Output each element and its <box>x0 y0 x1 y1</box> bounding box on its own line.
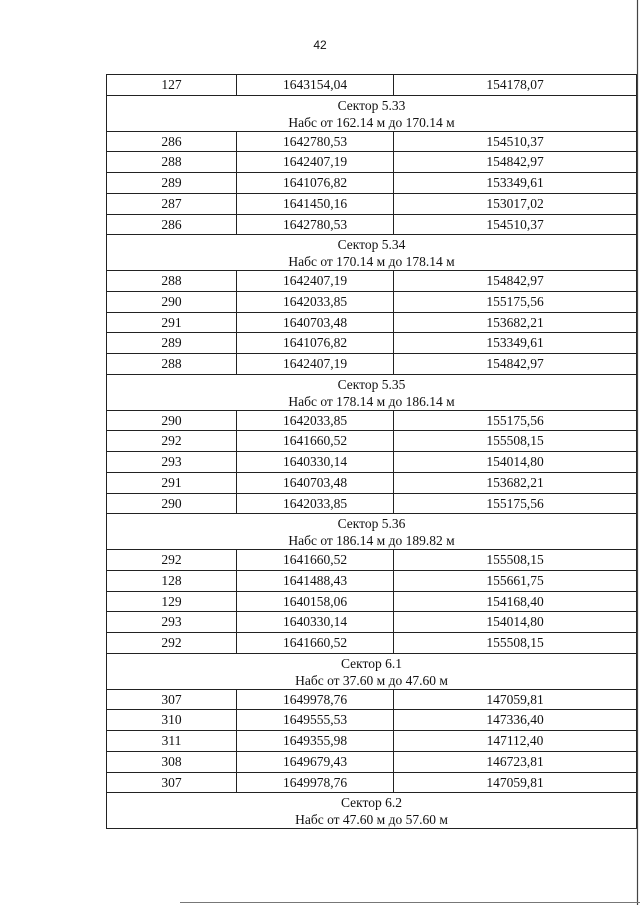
point-number-cell: 292 <box>107 633 237 654</box>
point-number-cell: 286 <box>107 131 237 152</box>
coordinates-table-body <box>107 75 637 829</box>
table-row <box>107 291 637 312</box>
sector-title: Сектор 6.2 <box>340 795 402 811</box>
coordinates-table <box>106 74 637 829</box>
point-number-cell: 290 <box>107 291 237 312</box>
y-coordinate-cell: 154014,80 <box>394 452 637 473</box>
x-coordinate-cell: 1649978,76 <box>237 689 394 710</box>
point-number-cell: 289 <box>107 173 237 194</box>
sector-title: Сектор 5.33 <box>337 97 406 113</box>
y-coordinate-cell: 147059,81 <box>394 772 637 793</box>
y-coordinate-cell: 147059,81 <box>394 689 637 710</box>
table-row <box>107 173 637 194</box>
point-number-cell: 311 <box>107 731 237 752</box>
sector-header-cell <box>107 514 637 550</box>
y-coordinate-cell: 155175,56 <box>394 493 637 514</box>
sector-height-range: Набс от 178.14 м до 186.14 м <box>288 393 455 409</box>
y-coordinate-cell: 153017,02 <box>394 193 637 214</box>
x-coordinate-cell: 1641450,16 <box>237 193 394 214</box>
sector-height-range: Набс от 170.14 м до 178.14 м <box>288 254 455 270</box>
x-coordinate-cell: 1641076,82 <box>237 333 394 354</box>
point-number-cell: 289 <box>107 333 237 354</box>
point-number-cell: 128 <box>107 570 237 591</box>
y-coordinate-cell: 147112,40 <box>394 731 637 752</box>
y-coordinate-cell: 155175,56 <box>394 410 637 431</box>
x-coordinate-cell: 1642780,53 <box>237 131 394 152</box>
table-row <box>107 152 637 173</box>
x-coordinate-cell: 1640330,14 <box>237 612 394 633</box>
y-coordinate-cell: 146723,81 <box>394 751 637 772</box>
sector-title: Сектор 5.34 <box>337 237 406 253</box>
sector-height-range: Набс от 162.14 м до 170.14 м <box>288 114 455 130</box>
x-coordinate-cell: 1649978,76 <box>237 772 394 793</box>
y-coordinate-cell: 155508,15 <box>394 633 637 654</box>
point-number-cell: 291 <box>107 472 237 493</box>
table-row <box>107 271 637 292</box>
table-row <box>107 431 637 452</box>
x-coordinate-cell: 1640703,48 <box>237 312 394 333</box>
table-row <box>107 193 637 214</box>
table-row <box>107 710 637 731</box>
point-number-cell: 292 <box>107 550 237 571</box>
table-row <box>107 410 637 431</box>
x-coordinate-cell: 1642407,19 <box>237 271 394 292</box>
table-row <box>107 472 637 493</box>
sector-header-cell <box>107 793 637 829</box>
x-coordinate-cell: 1640158,06 <box>237 591 394 612</box>
point-number-cell: 288 <box>107 354 237 375</box>
x-coordinate-cell: 1641660,52 <box>237 550 394 571</box>
y-coordinate-cell: 154014,80 <box>394 612 637 633</box>
table-row <box>107 354 637 375</box>
x-coordinate-cell: 1640703,48 <box>237 472 394 493</box>
point-number-cell: 288 <box>107 152 237 173</box>
point-number-cell: 287 <box>107 193 237 214</box>
table-row <box>107 633 637 654</box>
y-coordinate-cell: 154178,07 <box>394 75 637 96</box>
x-coordinate-cell: 1649555,53 <box>237 710 394 731</box>
x-coordinate-cell: 1642407,19 <box>237 152 394 173</box>
table-row <box>107 75 637 96</box>
table-row <box>107 731 637 752</box>
point-number-cell: 310 <box>107 710 237 731</box>
x-coordinate-cell: 1642033,85 <box>237 493 394 514</box>
x-coordinate-cell: 1641488,43 <box>237 570 394 591</box>
x-coordinate-cell: 1649679,43 <box>237 751 394 772</box>
table-row <box>107 751 637 772</box>
y-coordinate-cell: 154842,97 <box>394 354 637 375</box>
point-number-cell: 307 <box>107 772 237 793</box>
point-number-cell: 308 <box>107 751 237 772</box>
x-coordinate-cell: 1641660,52 <box>237 431 394 452</box>
y-coordinate-cell: 154510,37 <box>394 131 637 152</box>
table-row <box>107 312 637 333</box>
sector-header-row <box>107 653 637 689</box>
y-coordinate-cell: 154842,97 <box>394 271 637 292</box>
point-number-cell: 292 <box>107 431 237 452</box>
y-coordinate-cell: 154168,40 <box>394 591 637 612</box>
point-number-cell: 127 <box>107 75 237 96</box>
sector-header-row <box>107 793 637 829</box>
sector-height-range: Набс от 47.60 м до 57.60 м <box>295 812 448 828</box>
table-row <box>107 689 637 710</box>
sector-header-cell <box>107 374 637 410</box>
table-row <box>107 452 637 473</box>
x-coordinate-cell: 1641660,52 <box>237 633 394 654</box>
y-coordinate-cell: 155175,56 <box>394 291 637 312</box>
y-coordinate-cell: 155508,15 <box>394 550 637 571</box>
x-coordinate-cell: 1640330,14 <box>237 452 394 473</box>
point-number-cell: 129 <box>107 591 237 612</box>
y-coordinate-cell: 155508,15 <box>394 431 637 452</box>
x-coordinate-cell: 1642407,19 <box>237 354 394 375</box>
sector-height-range: Набс от 186.14 м до 189.82 м <box>288 533 455 549</box>
sector-header-cell <box>107 95 637 131</box>
sector-header-row <box>107 235 637 271</box>
table-row <box>107 612 637 633</box>
x-coordinate-cell: 1641076,82 <box>237 173 394 194</box>
point-number-cell: 290 <box>107 493 237 514</box>
y-coordinate-cell: 153349,61 <box>394 333 637 354</box>
x-coordinate-cell: 1642033,85 <box>237 291 394 312</box>
sector-height-range: Набс от 37.60 м до 47.60 м <box>295 672 448 688</box>
sector-header-cell <box>107 235 637 271</box>
sector-header-row <box>107 95 637 131</box>
sector-header-row <box>107 514 637 550</box>
x-coordinate-cell: 1643154,04 <box>237 75 394 96</box>
y-coordinate-cell: 154510,37 <box>394 214 637 235</box>
table-row <box>107 214 637 235</box>
point-number-cell: 293 <box>107 452 237 473</box>
table-row <box>107 333 637 354</box>
table-row <box>107 131 637 152</box>
table-row <box>107 591 637 612</box>
point-number-cell: 286 <box>107 214 237 235</box>
y-coordinate-cell: 154842,97 <box>394 152 637 173</box>
point-number-cell: 293 <box>107 612 237 633</box>
y-coordinate-cell: 153682,21 <box>394 472 637 493</box>
point-number-cell: 288 <box>107 271 237 292</box>
point-number-cell: 291 <box>107 312 237 333</box>
y-coordinate-cell: 155661,75 <box>394 570 637 591</box>
x-coordinate-cell: 1649355,98 <box>237 731 394 752</box>
sector-header-row <box>107 374 637 410</box>
x-coordinate-cell: 1642780,53 <box>237 214 394 235</box>
table-row <box>107 493 637 514</box>
y-coordinate-cell: 153682,21 <box>394 312 637 333</box>
sector-title: Сектор 6.1 <box>340 655 402 671</box>
y-coordinate-cell: 153349,61 <box>394 173 637 194</box>
table-row <box>107 550 637 571</box>
sector-title: Сектор 5.36 <box>337 516 406 532</box>
y-coordinate-cell: 147336,40 <box>394 710 637 731</box>
sector-title: Сектор 5.35 <box>337 376 406 392</box>
point-number-cell: 307 <box>107 689 237 710</box>
page-number: 42 <box>313 38 327 52</box>
table-row <box>107 570 637 591</box>
x-coordinate-cell: 1642033,85 <box>237 410 394 431</box>
sector-header-cell <box>107 653 637 689</box>
table-row <box>107 772 637 793</box>
point-number-cell: 290 <box>107 410 237 431</box>
